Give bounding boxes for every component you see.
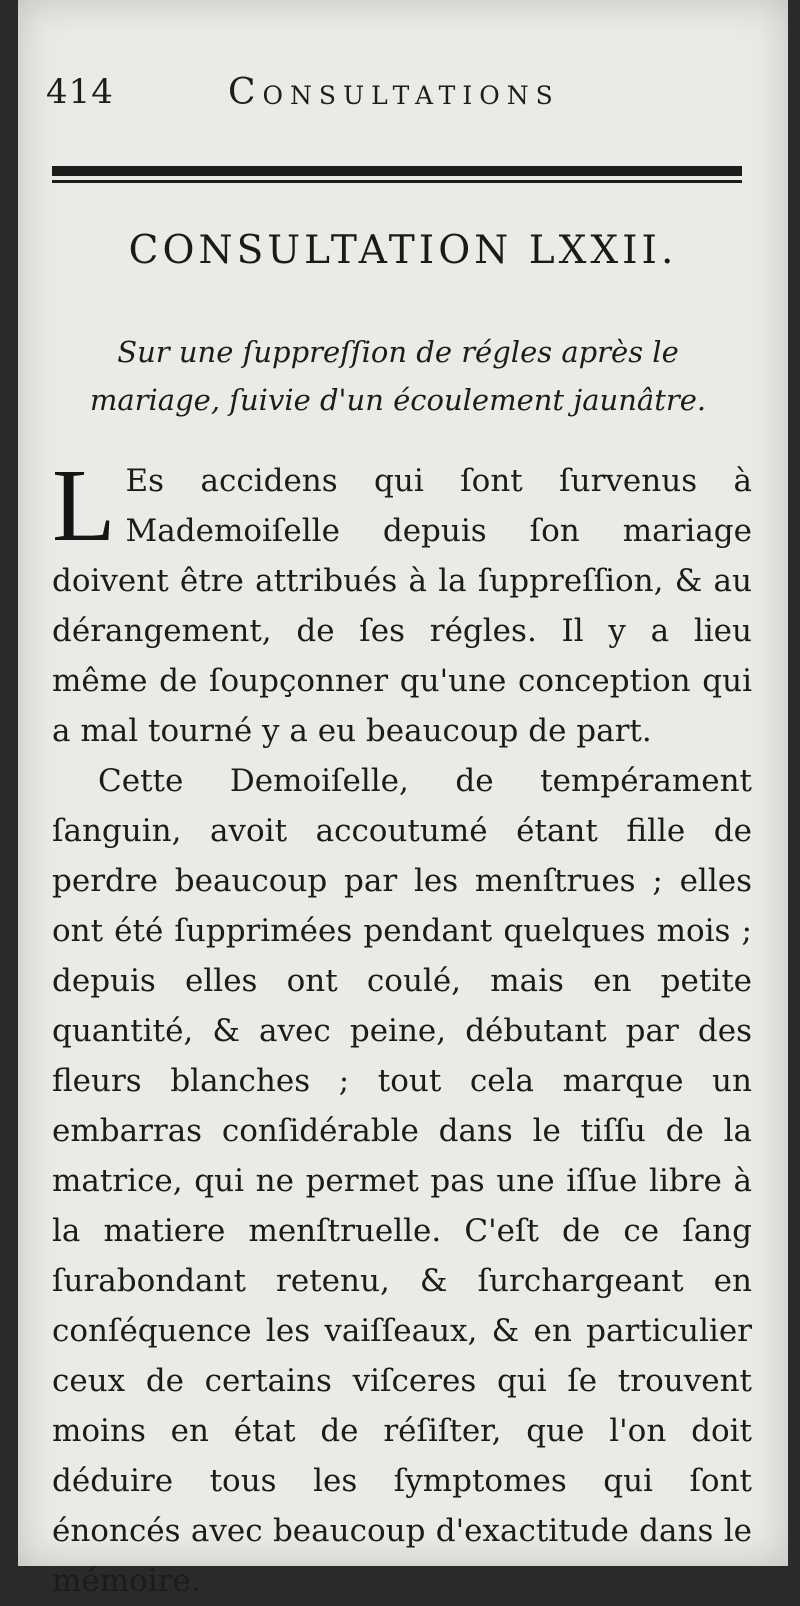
- body-text: [52, 448, 752, 1606]
- paragraph-1: [52, 448, 752, 756]
- paragraph-1-text: Es accidens qui ſont ſurvenus à Mademoiſelle depuis ſon mariage doivent être attribués à la ſuppreſſion, & au dérangement, de ſes régles. Il y a lieu même de ſoupçonner qu'une conception qui a mal tourné y a eu beaucoup de part.: [52, 463, 752, 749]
- running-title: Consultations: [228, 72, 560, 113]
- drop-cap: L: [52, 448, 116, 563]
- chapter-title: CONSULTATION LXXII.: [128, 228, 678, 273]
- header-rule-thin: [52, 180, 742, 183]
- running-head: [46, 72, 746, 122]
- paragraph-2: Cette Demoiſelle, de tempérament ſanguin, avoit accoutumé étant fille de perdre beaucoup par les menſtrues ; elles ont été ſupprimées pendant quelques mois ; depuis elles ont coulé, mais en petite quantité, & avec peine, débutant par des fleurs blanches ; tout cela marque un embarras conſidérable dans le tiſſu de la matrice, qui ne permet pas une iſſue libre à la matiere menſtruelle. C'eſt de ce ſang ſurabondant retenu, & ſurchargeant en conſéquence les vaiſſeaux, & en particulier ceux de certains viſceres qui ſe trouvent moins en état de réſiſter, que l'on doit déduire tous les ſymptomes qui ſont énoncés avec beaucoup d'exactitude dans le mémoire.: [52, 763, 752, 1599]
- book-page: [18, 0, 788, 1599]
- header-rule: [52, 166, 742, 176]
- page-number: 414: [46, 72, 114, 112]
- chapter-subtitle: Sur une ſuppreſſion de régles après le mariage, ſuivie d'un écoulement jaunâtre.: [89, 335, 707, 417]
